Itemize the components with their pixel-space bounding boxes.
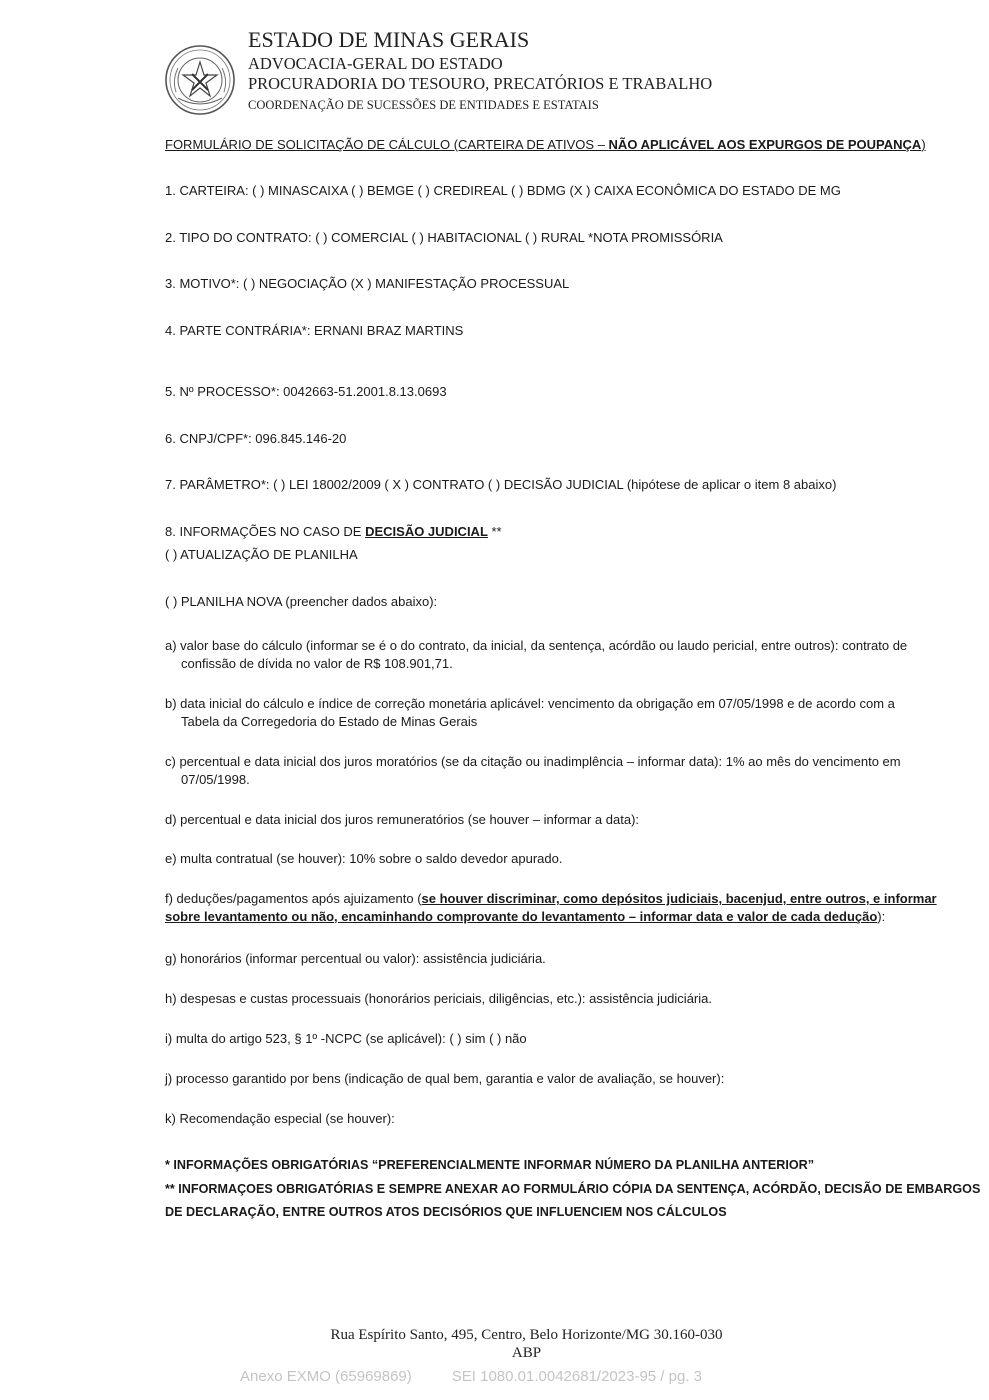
field-e-multa-contratual: e) multa contratual (se houver): 10% sobre o saldo devedor apurado. xyxy=(165,851,563,866)
item-parte-contraria: 4. PARTE CONTRÁRIA*: ERNANI BRAZ MARTINS xyxy=(165,323,464,338)
field-i-multa-artigo: i) multa do artigo 523, § 1º -NCPC (se aplicável): ( ) sim ( ) não xyxy=(165,1031,527,1046)
item-processo: 5. Nº PROCESSO*: 0042663-51.2001.8.13.0693 xyxy=(165,384,447,399)
header-agency: ADVOCACIA-GERAL DO ESTADO xyxy=(248,54,503,73)
note-obrigatorias: * INFORMAÇÕES OBRIGATÓRIAS “PREFERENCIALMENTE INFORMAR NÚMERO DA PLANILHA ANTERIOR” xyxy=(165,1158,815,1172)
header-state: ESTADO DE MINAS GERAIS xyxy=(248,27,530,52)
stamp-sei: SEI 1080.01.0042681/2023-95 / pg. 3 xyxy=(451,1368,702,1385)
option-atualizacao-planilha: ( ) ATUALIZAÇÃO DE PLANILHA xyxy=(165,547,358,562)
field-j-processo-garantido: j) processo garantido por bens (indicação de qual bem, garantia e valor de avaliação, se houver): xyxy=(165,1071,725,1086)
field-a-valor-base: a) valor base do cálculo (informar se é o do contrato, da inicial, da sentença, acórdão ou laudo pericial, entre outros): contrato de confissão de dívida no valor de R$ 108.901,71. xyxy=(165,638,908,671)
form-title: FORMULÁRIO DE SOLICITAÇÃO DE CÁLCULO (CARTEIRA DE ATIVOS – NÃO APLICÁVEL AOS EXPURGOS DE POUPANÇA) xyxy=(165,137,926,152)
field-f-deducoes: f) deduções/pagamentos após ajuizamento (se houver discriminar, como depósitos judiciais, bacenjud, entre outros, e informar sobre levantamento ou não, encaminhando comprovante do levantamento – informar data e valor de cada dedução): xyxy=(165,891,937,924)
field-g-honorarios: g) honorários (informar percentual ou valor): assistência judiciária. xyxy=(165,951,546,966)
stamp-annex: Anexo EXMO (65969869) xyxy=(240,1368,412,1385)
field-b-data-inicial: b) data inicial do cálculo e índice de correção monetária aplicável: vencimento da obrigação em 07/05/1998 e de acordo com a Tabela da Corregedoria do Estado de Minas Gerais xyxy=(165,696,895,729)
item-parametro: 7. PARÂMETRO*: ( ) LEI 18002/2009 ( X ) CONTRATO ( ) DECISÃO JUDICIAL (hipótese de aplicar o item 8 abaixo) xyxy=(165,477,837,492)
footer-address: Rua Espírito Santo, 495, Centro, Belo Horizonte/MG 30.160-030 xyxy=(330,1327,723,1343)
field-c-juros-moratorios: c) percentual e data inicial dos juros moratórios (se da citação ou inadimplência – informar data): 1% ao mês do vencimento em 07/05/1998. xyxy=(165,754,901,787)
item-informacoes: 8. INFORMAÇÕES NO CASO DE DECISÃO JUDICIAL ** xyxy=(165,524,502,539)
field-h-despesas: h) despesas e custas processuais (honorários periciais, diligências, etc.): assistência judiciária. xyxy=(165,991,712,1006)
sei-stamp xyxy=(240,1368,702,1385)
option-planilha-nova: ( ) PLANILHA NOVA (preencher dados abaixo): xyxy=(165,594,438,609)
item-motivo: 3. MOTIVO*: ( ) NEGOCIAÇÃO (X ) MANIFESTAÇÃO PROCESSUAL xyxy=(165,276,570,291)
item-carteira: 1. CARTEIRA: ( ) MINASCAIXA ( ) BEMGE ( ) CREDIREAL ( ) BDMG (X ) CAIXA ECONÔMICA DO ESTADO DE MG xyxy=(165,183,841,198)
note-anexar: ** INFORMAÇOES OBRIGATÓRIAS E SEMPRE ANEXAR AO FORMULÁRIO CÓPIA DA SENTENÇA, ACÓRDÃO, DECISÃO DE EMBARGOS DE DECLARAÇÃO, ENTRE OUTROS ATOS DECISÓRIOS QUE INFLUENCIEM NOS CÁLCULOS xyxy=(165,1182,981,1219)
header-division: PROCURADORIA DO TESOURO, PRECATÓRIOS E TRABALHO xyxy=(248,74,713,93)
page-header xyxy=(0,0,989,125)
header-coordination: COORDENAÇÃO DE SUCESSÕES DE ENTIDADES E ESTATAIS xyxy=(248,98,599,112)
minas-gerais-seal-icon xyxy=(164,44,236,116)
item-cnpj-cpf: 6. CNPJ/CPF*: 096.845.146-20 xyxy=(165,431,347,446)
field-d-juros-remuneratorios: d) percentual e data inicial dos juros remuneratórios (se houver – informar a data): xyxy=(165,812,640,827)
field-k-recomendacao: k) Recomendação especial (se houver): xyxy=(165,1111,395,1126)
footer-initials: ABP xyxy=(511,1345,542,1361)
item-tipo-contrato: 2. TIPO DO CONTRATO: ( ) COMERCIAL ( ) HABITACIONAL ( ) RURAL *NOTA PROMISSÓRIA xyxy=(165,230,723,245)
page-footer xyxy=(0,1326,989,1362)
